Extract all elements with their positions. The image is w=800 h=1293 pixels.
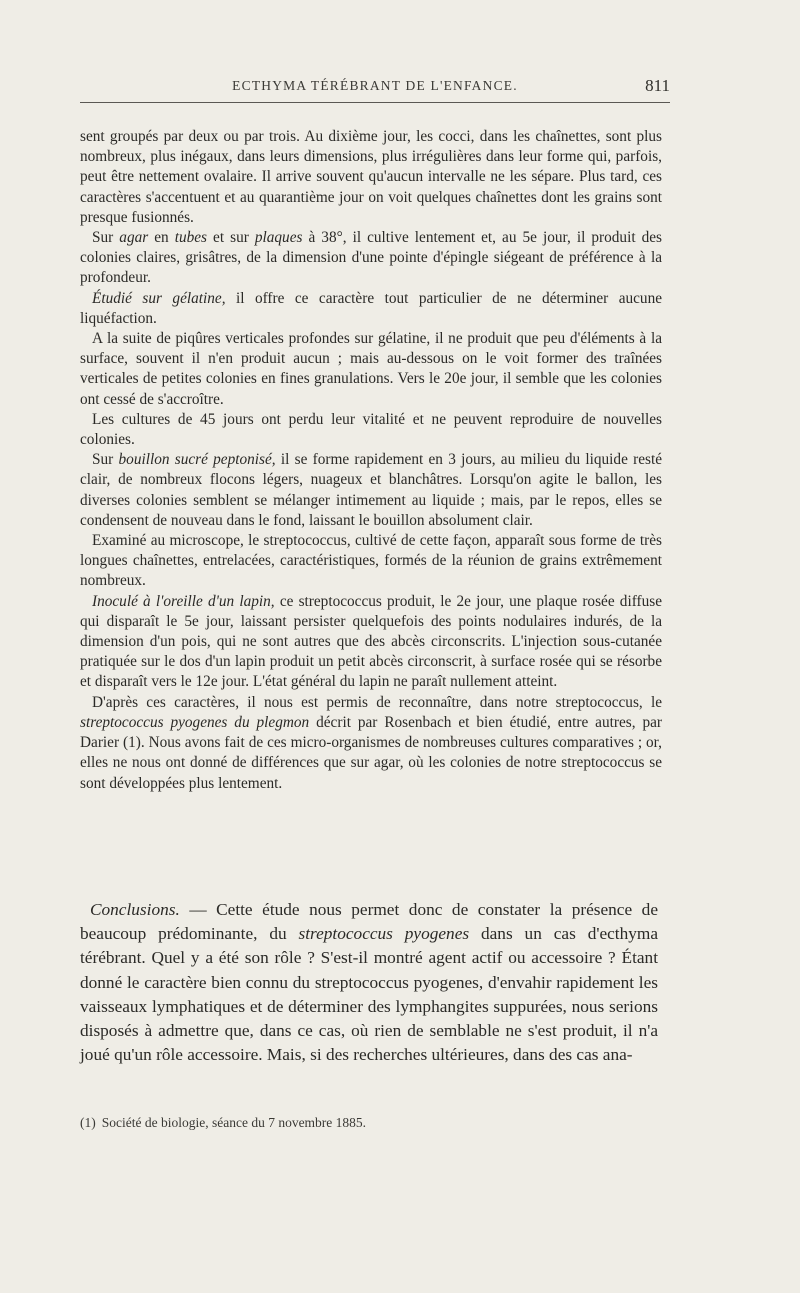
running-title: ECTHYMA TÉRÉBRANT DE L'ENFANCE. xyxy=(232,78,518,93)
paragraph-caracteres xyxy=(80,693,662,794)
text-run: D'après ces caractères, il nous est permis de reconnaître, dans notre streptococcus, le xyxy=(92,693,662,711)
text-run: il se forme rapidement en 3 jours, au milieu du liquide resté clair, de nombreux flocons légers, nuageux et blanchâtres. Lorsqu'on agite le ballon, les diverses colonies semblent se mélanger intimement au liquide ; mais, par le repos, elles se condensent de nouveau dans le fond, laissant le bouillon absolument clair. xyxy=(80,451,662,529)
paragraph-bouillon xyxy=(80,450,662,531)
paragraph-1: sent groupés par deux ou par trois. Au dixième jour, les cocci, dans les chaînettes, sont plus nombreux, plus inégaux, dans leurs dimensions, plus irrégulières dans leur forme qui, parfois, peut être nettement ovalaire. Il arrive souvent qu'aucun intervalle ne les sépare. Plus tard, ces caractères s'accentuent et au quarantième jour on voit quelques chaînettes dont les grains sont presque fusionnés. xyxy=(80,128,662,226)
text-run: dans un cas d'ecthyma térébrant. Quel y a été son rôle ? S'est-il montré agent actif ou accessoire ? Étant donné le caractère bien connu du streptococcus pyogenes, d'envahir rapidement les vaisseaux lymphatiques et de déterminer des lymphangites suppurées, nous serions disposés à admettre que, dans ce cas, où rien de semblable ne s'est produit, il n'a joué qu'un rôle accessoire. Mais, si des recherches ultérieures, dans des cas ana- xyxy=(80,924,658,1065)
paragraph-gelatine xyxy=(80,289,662,329)
footnote xyxy=(80,1114,660,1132)
italic-term-gelatine: Étudié sur gélatine, xyxy=(92,289,226,307)
paragraph-piqures: A la suite de piqûres verticales profondes sur gélatine, il ne produit que peu d'éléments à la surface, souvent il n'en produit aucun ; mais au-dessous on le voit former des traînées verticales de petites colonies en fines granulations. Vers le 20e jour, il semble que les colonies ont cessé de s'accroître. xyxy=(80,330,662,408)
text-run: — Cette étude nous permet donc de constater la présence de beaucoup prédominante, du xyxy=(80,900,658,944)
italic-term-streptococcus: streptococcus pyogenes du plegmon xyxy=(80,713,310,731)
text-run: Sur xyxy=(92,229,120,247)
page-number: 811 xyxy=(645,76,670,95)
italic-term-inocule: Inoculé à l'oreille d'un lapin, xyxy=(92,592,275,610)
italic-term-plaques: plaques xyxy=(254,229,303,247)
text-run: à 38°, il cultive lentement et, au 5e jour, il produit des colonies claires, grisâtres, de la dimension d'une pointe d'épingle siégeant de préférence à la profondeur. xyxy=(80,229,663,287)
text-run: en xyxy=(148,229,175,247)
italic-term-bouillon: bouillon sucré peptonisé, xyxy=(118,451,276,469)
header-rule xyxy=(80,102,670,103)
paragraph-conclusions xyxy=(80,898,658,1067)
conclusions-heading: Conclusions. xyxy=(90,900,180,919)
body-text xyxy=(80,127,662,794)
text-run: et sur xyxy=(207,229,255,247)
page-header xyxy=(80,76,670,98)
text-run: Sur xyxy=(92,451,119,469)
conclusions-section xyxy=(80,898,658,1067)
footnote-mark: (1) xyxy=(80,1115,96,1130)
italic-term-tubes: tubes xyxy=(174,229,208,247)
text-run: il offre ce caractère tout particulier de ne déterminer aucune liquéfaction. xyxy=(80,289,663,327)
paragraph-inocule xyxy=(80,592,662,693)
paragraph-agar xyxy=(80,228,662,289)
text-run: ce streptococcus produit, le 2e jour, une plaque rosée diffuse qui disparaît le 5e jour, laissant persister quelquefois des points nodulaires indurés, de la dimension d'un pois, qui ne sont autres que des abcès circonscrits. L'injection sous-cutanée pratiquée sur le dos d'un lapin produit un petit abcès circonscrit, à surface rosée qui se résorbe et disparaît vers le 12e jour. L'état général du lapin ne paraît nullement atteint. xyxy=(80,592,662,691)
paragraph-microscope: Examiné au microscope, le streptococcus, cultivé de cette façon, apparaît sous forme de très longues chaînettes, entrelacées, caractéristiques, formés de la réunion de grains extrêmement nombreux. xyxy=(80,532,662,590)
text-run: décrit par Rosenbach et bien étudié, entre autres, par Darier (1). Nous avons fait de ces micro-organismes de nombreuses cultures comparatives ; or, elles ne nous ont donné de différences que sur agar, où les colonies de notre streptococcus se sont développées plus lentement. xyxy=(80,713,662,792)
italic-term-pyogenes: streptococcus pyogenes xyxy=(298,924,470,944)
footnote-text: Société de biologie, séance du 7 novembre 1885. xyxy=(101,1115,367,1130)
paragraph-cultures: Les cultures de 45 jours ont perdu leur vitalité et ne peuvent reproduire de nouvelles colonies. xyxy=(80,410,662,449)
italic-term-agar: agar xyxy=(119,229,149,247)
